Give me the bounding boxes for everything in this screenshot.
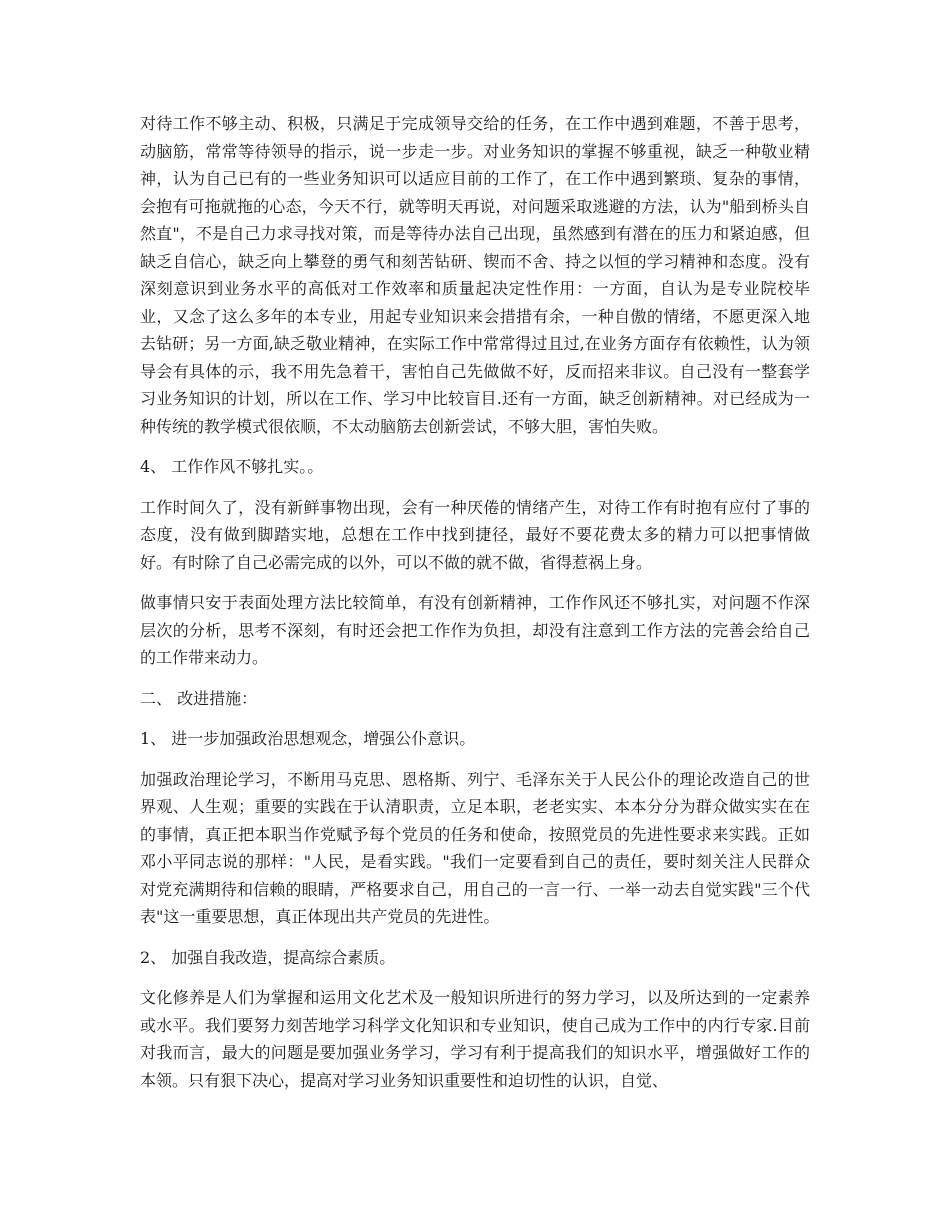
paragraph-work-style-2: 做事情只安于表面处理方法比较简单，有没有创新精神，工作作风还不够扎实，对问题不作深层次的分析，思考不深刻，有时还会把工作作为负担，却没有注意到工作方法的完善会给自己的工作带来动力。 xyxy=(140,593,810,667)
heading-work-style: 4、 工作作风不够扎实。。 xyxy=(140,457,324,476)
heading-improvement: 二、 改进措施： xyxy=(140,688,258,708)
paragraph-attitude: 对待工作不够主动、积极，只满足于完成领导交给的任务，在工作中遇到难题，不善于思考，动脑筋，常常等待领导的指示，说一步走一步。对业务知识的掌握不够重视，缺乏一种敬业精神，认为自己已有的一些业务知识可以适应目前的工作了，在工作中遇到繁琐、复杂的事情，会抱有可拖就拖的心态，今天不行，就等明天再说，对问题采取逃避的方法，认为"船到桥头自然直"，不是自己力求寻找对策，而是等待办法自己出现，虽然感到有潜在的压力和紧迫感，但缺乏自信心，缺乏向上攀登的勇气和刻苦钻研、锲而不舍、持之以恒的学习精神和态度。没有深刻意识到业务水平的高低对工作效率和质量起决定性作用：一方面，自认为是专业院校毕业，又念了这么多年的本专业，用起专业知识来会措措有余，一种自傲的情绪，不愿更深入地去钻研；另一方面,缺乏敬业精神，在实际工作中常常得过且过,在业务方面存有依赖性，认为领导会有具体的示，我不用先急着干，害怕自己先做做不好，反而招来非议。自己没有一整套学习业务知识的计划，所以在工作、学习中比较盲目.还有一方面，缺乏创新精神。对已经成为一种传统的教学模式很依顺，不太动脑筋去创新尝试，不够大胆，害怕失败。 xyxy=(140,114,810,436)
heading-political: 1、 进一步加强政治思想观念，增强公仆意识。 xyxy=(140,729,476,748)
heading-self-improvement: 2、 加强自我改造，提高综合素质。 xyxy=(140,947,396,967)
paragraph-work-style-1: 工作时间久了，没有新鲜事物出现，会有一种厌倦的情绪产生，对待工作有时抱有应付了事的态度，没有做到脚踏实地，总想在工作中找到捷径，最好不要花费太多的精力可以把事情做好。有时除了自己必需完成的以外，可以不做的就不做，省得惹祸上身。 xyxy=(140,497,810,572)
paragraph-political: 加强政治理论学习，不断用马克思、恩格斯、列宁、毛泽东关于人民公仆的理论改造自己的世界观、人生观；重要的实践在于认清职责，立足本职，老老实实、本本分分为群众做实实在在的事情，真正把本职当作党赋予每个党员的任务和使命，按照党员的先进性要求来实践。正如邓小平同志说的那样："人民，是看实践。"我们一定要看到自己的责任，要时刻关注人民群众对党充满期待和信赖的眼睛，严格要求自己，用自己的一言一行、一举一动去自觉实践"三个代表"这一重要思想，真正体现出共产党员的先进性。 xyxy=(140,769,810,926)
document-page xyxy=(140,110,810,1107)
paragraph-culture: 文化修养是人们为掌握和运用文化艺术及一般知识所进行的努力学习，以及所达到的一定素养或水平。我们要努力刻苦地学习科学文化知识和专业知识，使自己成为工作中的内行专家.目前对我而言，最大的问题是要加强业务学习，学习有利于提高我们的知识水平，增强做好工作的本领。只有狠下决心，提高对学习业务知识重要性和迫切性的认识，自觉、 xyxy=(140,988,810,1090)
